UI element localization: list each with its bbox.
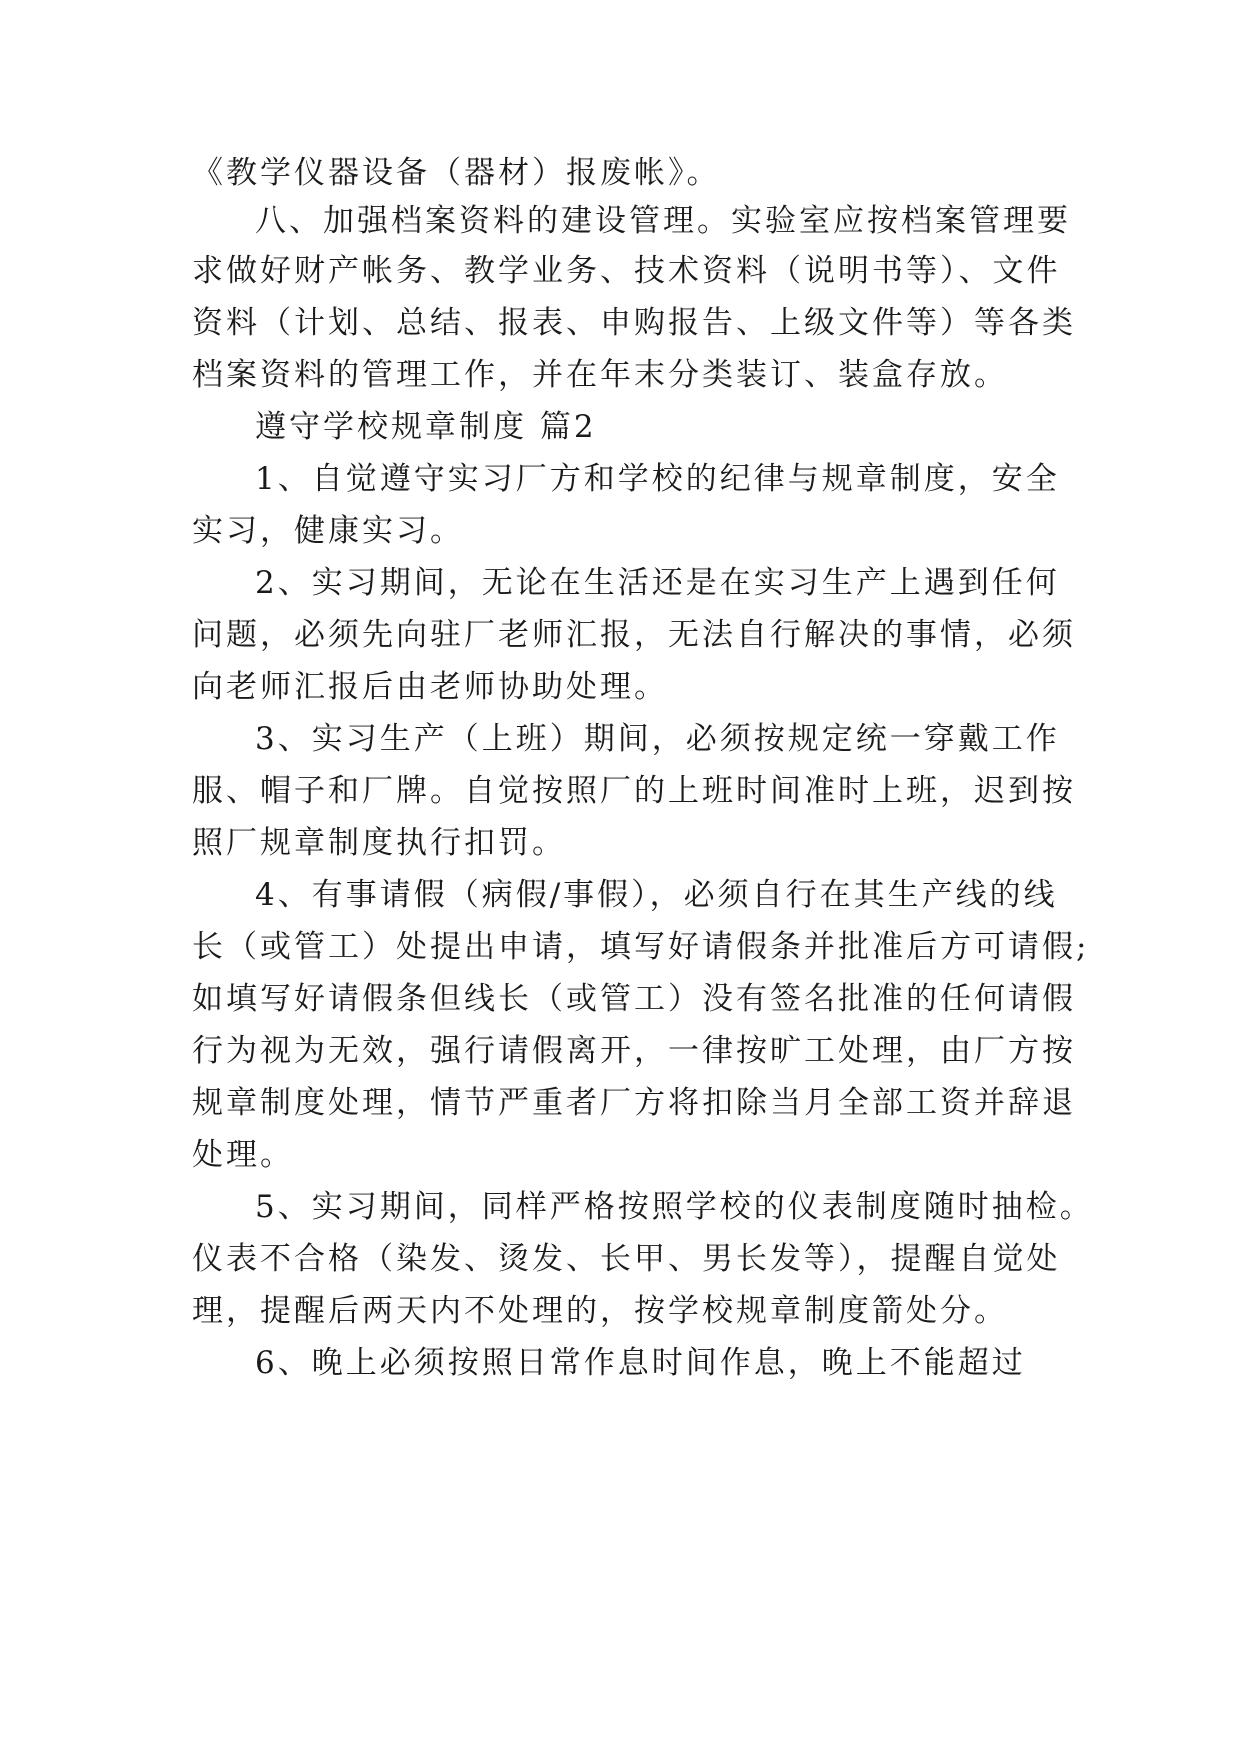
section-heading: 遵守学校规章制度 篇2 <box>255 409 597 445</box>
text-line: 实习，健康实习。 <box>192 513 464 549</box>
text-line: 5、实习期间，同样严格按照学校的仪表制度随时抽检。 <box>255 1189 1094 1225</box>
text-line: 2、实习期间，无论在生活还是在实习生产上遇到任何 <box>255 565 1060 601</box>
text-line: 处理。 <box>192 1137 294 1173</box>
text-line: 规章制度处理，情节严重者厂方将扣除当月全部工资并辞退 <box>192 1085 1076 1121</box>
text-line: 1、自觉遵守实习厂方和学校的纪律与规章制度，安全 <box>255 461 1060 497</box>
text-line: 3、实习生产（上班）期间，必须按规定统一穿戴工作 <box>255 721 1060 757</box>
text-line: 档案资料的管理工作，并在年末分类装订、装盒存放。 <box>192 357 1008 393</box>
text-line: 向老师汇报后由老师协助处理。 <box>192 669 668 705</box>
text-line: 仪表不合格（染发、烫发、长甲、男长发等），提醒自觉处 <box>192 1241 1061 1277</box>
text-line: 理，提醒后两天内不处理的，按学校规章制度箭处分。 <box>192 1293 1008 1329</box>
text-line: 服、帽子和厂牌。自觉按照厂的上班时间准时上班，迟到按 <box>192 773 1076 809</box>
text-line: 资料（计划、总结、报表、申购报告、上级文件等）等各类 <box>192 305 1076 341</box>
text-line: 问题，必须先向驻厂老师汇报，无法自行解决的事情，必须 <box>192 617 1076 653</box>
text-line: 求做好财产帐务、教学业务、技术资料（说明书等）、文件 <box>192 253 1061 289</box>
text-line: 长（或管工）处提出申请，填写好请假条并批准后方可请假; <box>192 929 1090 965</box>
text-line: 如填写好请假条但线长（或管工）没有签名批准的任何请假 <box>192 981 1076 1017</box>
text-line: 八、加强档案资料的建设管理。实验室应按档案管理要 <box>255 203 1071 239</box>
text-line: 《教学仪器设备（器材）报废帐》。 <box>192 155 721 191</box>
text-line: 4、有事请假（病假/事假），必须自行在其生产线的线 <box>255 877 1058 913</box>
text-line: 行为视为无效，强行请假离开，一律按旷工处理，由厂方按 <box>192 1033 1076 1069</box>
text-line: 照厂规章制度执行扣罚。 <box>192 825 566 861</box>
text-line: 6、晚上必须按照日常作息时间作息，晚上不能超过 <box>255 1345 1026 1381</box>
